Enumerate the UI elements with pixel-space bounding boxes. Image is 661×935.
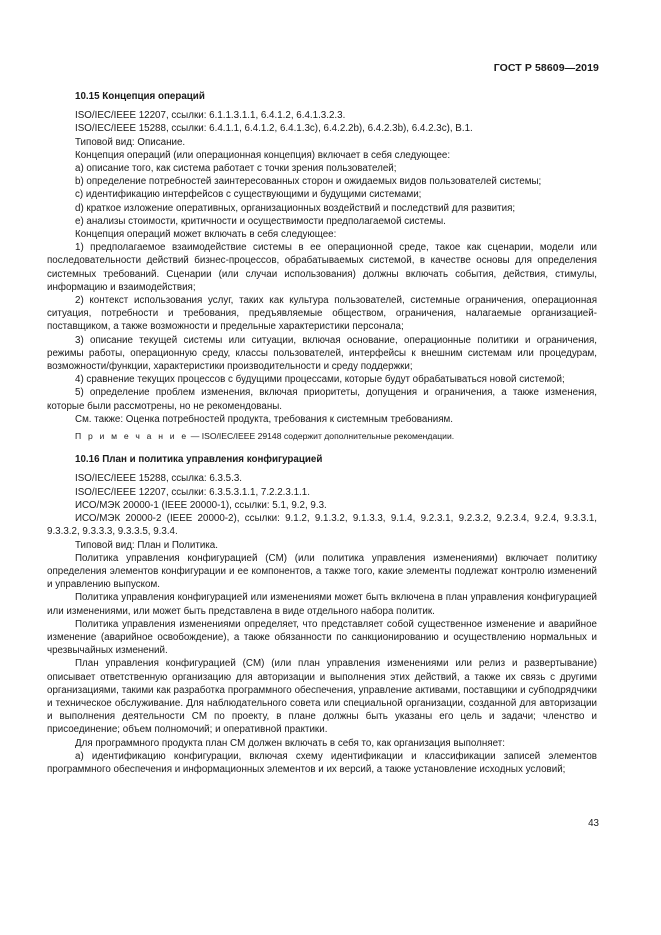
paragraph: План управления конфигурацией (CM) (или план управления изменениями или релиз и развертывание) описывает ответственную организацию для авторизации и выполнения этих действий, а также их связь с другими организациями, такими как разработка программного обеспечения, управление активами, поставщики и субподрядчики и техническое обслуживание. Для наблюдательного совета или специальной организации, созданной для авторизации и выполнения деятельности CM по проекту, в плане должны быть указаны его цель и задачи; членство и присоединение; объем полномочий; и оперативной практики. bbox=[47, 658, 597, 736]
paragraph: Концепция операций может включать в себя следующее: bbox=[75, 229, 337, 241]
paragraph: Типовой вид: Описание. bbox=[75, 136, 186, 148]
paragraph: ИСО/МЭК 20000-2 (IEEE 20000-2), ссылки: 9.1.2, 9.1.3.2, 9.1.3.3, 9.1.4, 9.2.3.1, 9.2.3.2, 9.2.3.4, 9.2.4, 9.3.3.1, 9.3.3.2, 9.3.3.3, 9.3.3.5, 9.3.4. bbox=[47, 513, 597, 538]
list-item: 3) описание текущей системы или ситуации, включая основание, операционные политики и ограничения, режимы работы, операционную среду, классы пользователей, интерфейсы к внешним системам или процедурам, возможности/функции, характеристики производительности и среду поддержки; bbox=[47, 334, 597, 373]
paragraph: Типовой вид: План и Политика. bbox=[75, 539, 218, 551]
list-item: a) описание того, как система работает с точки зрения пользователей; bbox=[75, 163, 397, 175]
paragraph: Для программного продукта план CM должен включать в себя то, как организация выполняет: bbox=[75, 737, 505, 749]
paragraph: Политика управления конфигурацией (CM) (или политика управления изменениями) включает политику определения элементов конфигурации и ее компонентов, а также того, какие элементы подлежат контролю изменений и управлению выпуском. bbox=[47, 552, 597, 591]
standard-header: ГОСТ Р 58609—2019 bbox=[493, 62, 599, 74]
paragraph: ISO/IEC/IEEE 15288, ссылки: 6.4.1.1, 6.4.1.2, 6.4.1.3c), 6.4.2.2b), 6.4.2.3b), 6.4.2.3c), B.1. bbox=[75, 123, 473, 135]
paragraph: См. также: Оценка потребностей продукта, требования к системным требованиям. bbox=[75, 413, 453, 425]
list-item: c) идентификацию интерфейсов с существующими и будущими системами; bbox=[75, 189, 422, 201]
paragraph: Политика управления изменениями определяет, что представляет собой существенное изменение и аварийное изменение (аварийное освобождение), а также обязанности по санкционированию и осуществлению нормальных и чрезвычайных изменений. bbox=[47, 618, 597, 657]
section-heading-10-15: 10.15 Концепция операций bbox=[75, 91, 205, 102]
paragraph: Концепция операций (или операционная концепция) включает в себя следующее: bbox=[75, 149, 451, 161]
section-heading-10-16: 10.16 План и политика управления конфигурацией bbox=[75, 454, 323, 466]
list-item: 4) сравнение текущих процессов с будущими процессами, которые будут обрабатываться новой системой; bbox=[75, 374, 565, 386]
list-item: e) анализы стоимости, критичности и осуществимости предполагаемой системы. bbox=[75, 215, 446, 227]
note-label: П р и м е ч а н и е bbox=[75, 431, 189, 442]
list-item: 1) предполагаемое взаимодействие системы в ее операционной среде, такое как сценарии, модели или последовательности действий бизнес-процессов, обрабатываемых системой, в качестве основы для определения системных требований. Сценарии (или случаи использования) должны включать события, действия, стимулы, информацию и взаимодействия; bbox=[47, 242, 597, 293]
note bbox=[47, 430, 597, 443]
paragraph: ISO/IEC/IEEE 15288, ссылка: 6.3.5.3. bbox=[75, 473, 243, 485]
paragraph: ИСО/МЭК 20000-1 (IEEE 20000-1), ссылки: 5.1, 9.2, 9.3. bbox=[75, 499, 327, 511]
page-content bbox=[47, 90, 597, 776]
list-item: a) идентификацию конфигурации, включая схему идентификации и классификации записей элементов программного обеспечения и информационных элементов и их версий, а также установление исходных условий; bbox=[47, 750, 597, 775]
page-number: 43 bbox=[588, 818, 599, 829]
note-text: — ISO/IEC/IEEE 29148 содержит дополнительные рекомендации. bbox=[190, 431, 455, 442]
paragraph: ISO/IEC/IEEE 12207, ссылки: 6.1.1.3.1.1, 6.4.1.2, 6.4.1.3.2.3. bbox=[75, 110, 346, 122]
paragraph: ISO/IEC/IEEE 12207, ссылки: 6.3.5.3.1.1, 7.2.2.3.1.1. bbox=[75, 486, 310, 498]
list-item: 2) контекст использования услуг, таких как культура пользователей, системные ограничения, операционная ситуация, потребности и требования, предъявляемые обществом, ограничения, налагаемые организацией-поставщиком, а также возможности и предельные характеристики персонала; bbox=[47, 295, 597, 333]
list-item: d) краткое изложение оперативных, организационных воздействий и последствий для развития; bbox=[75, 202, 516, 214]
paragraph: Политика управления конфигурацией или изменениями может быть включена в план управления конфигурацией или изменениями, или может быть представлена в виде отдельного набора политик. bbox=[47, 592, 597, 617]
list-item: b) определение потребностей заинтересованных сторон и ожидаемых видов пользователей системы; bbox=[75, 176, 542, 188]
list-item: 5) определение проблем изменения, включая приоритеты, допущения и ограничения, а также изменения, которые были рассмотрены, но не рекомендованы. bbox=[47, 387, 597, 412]
